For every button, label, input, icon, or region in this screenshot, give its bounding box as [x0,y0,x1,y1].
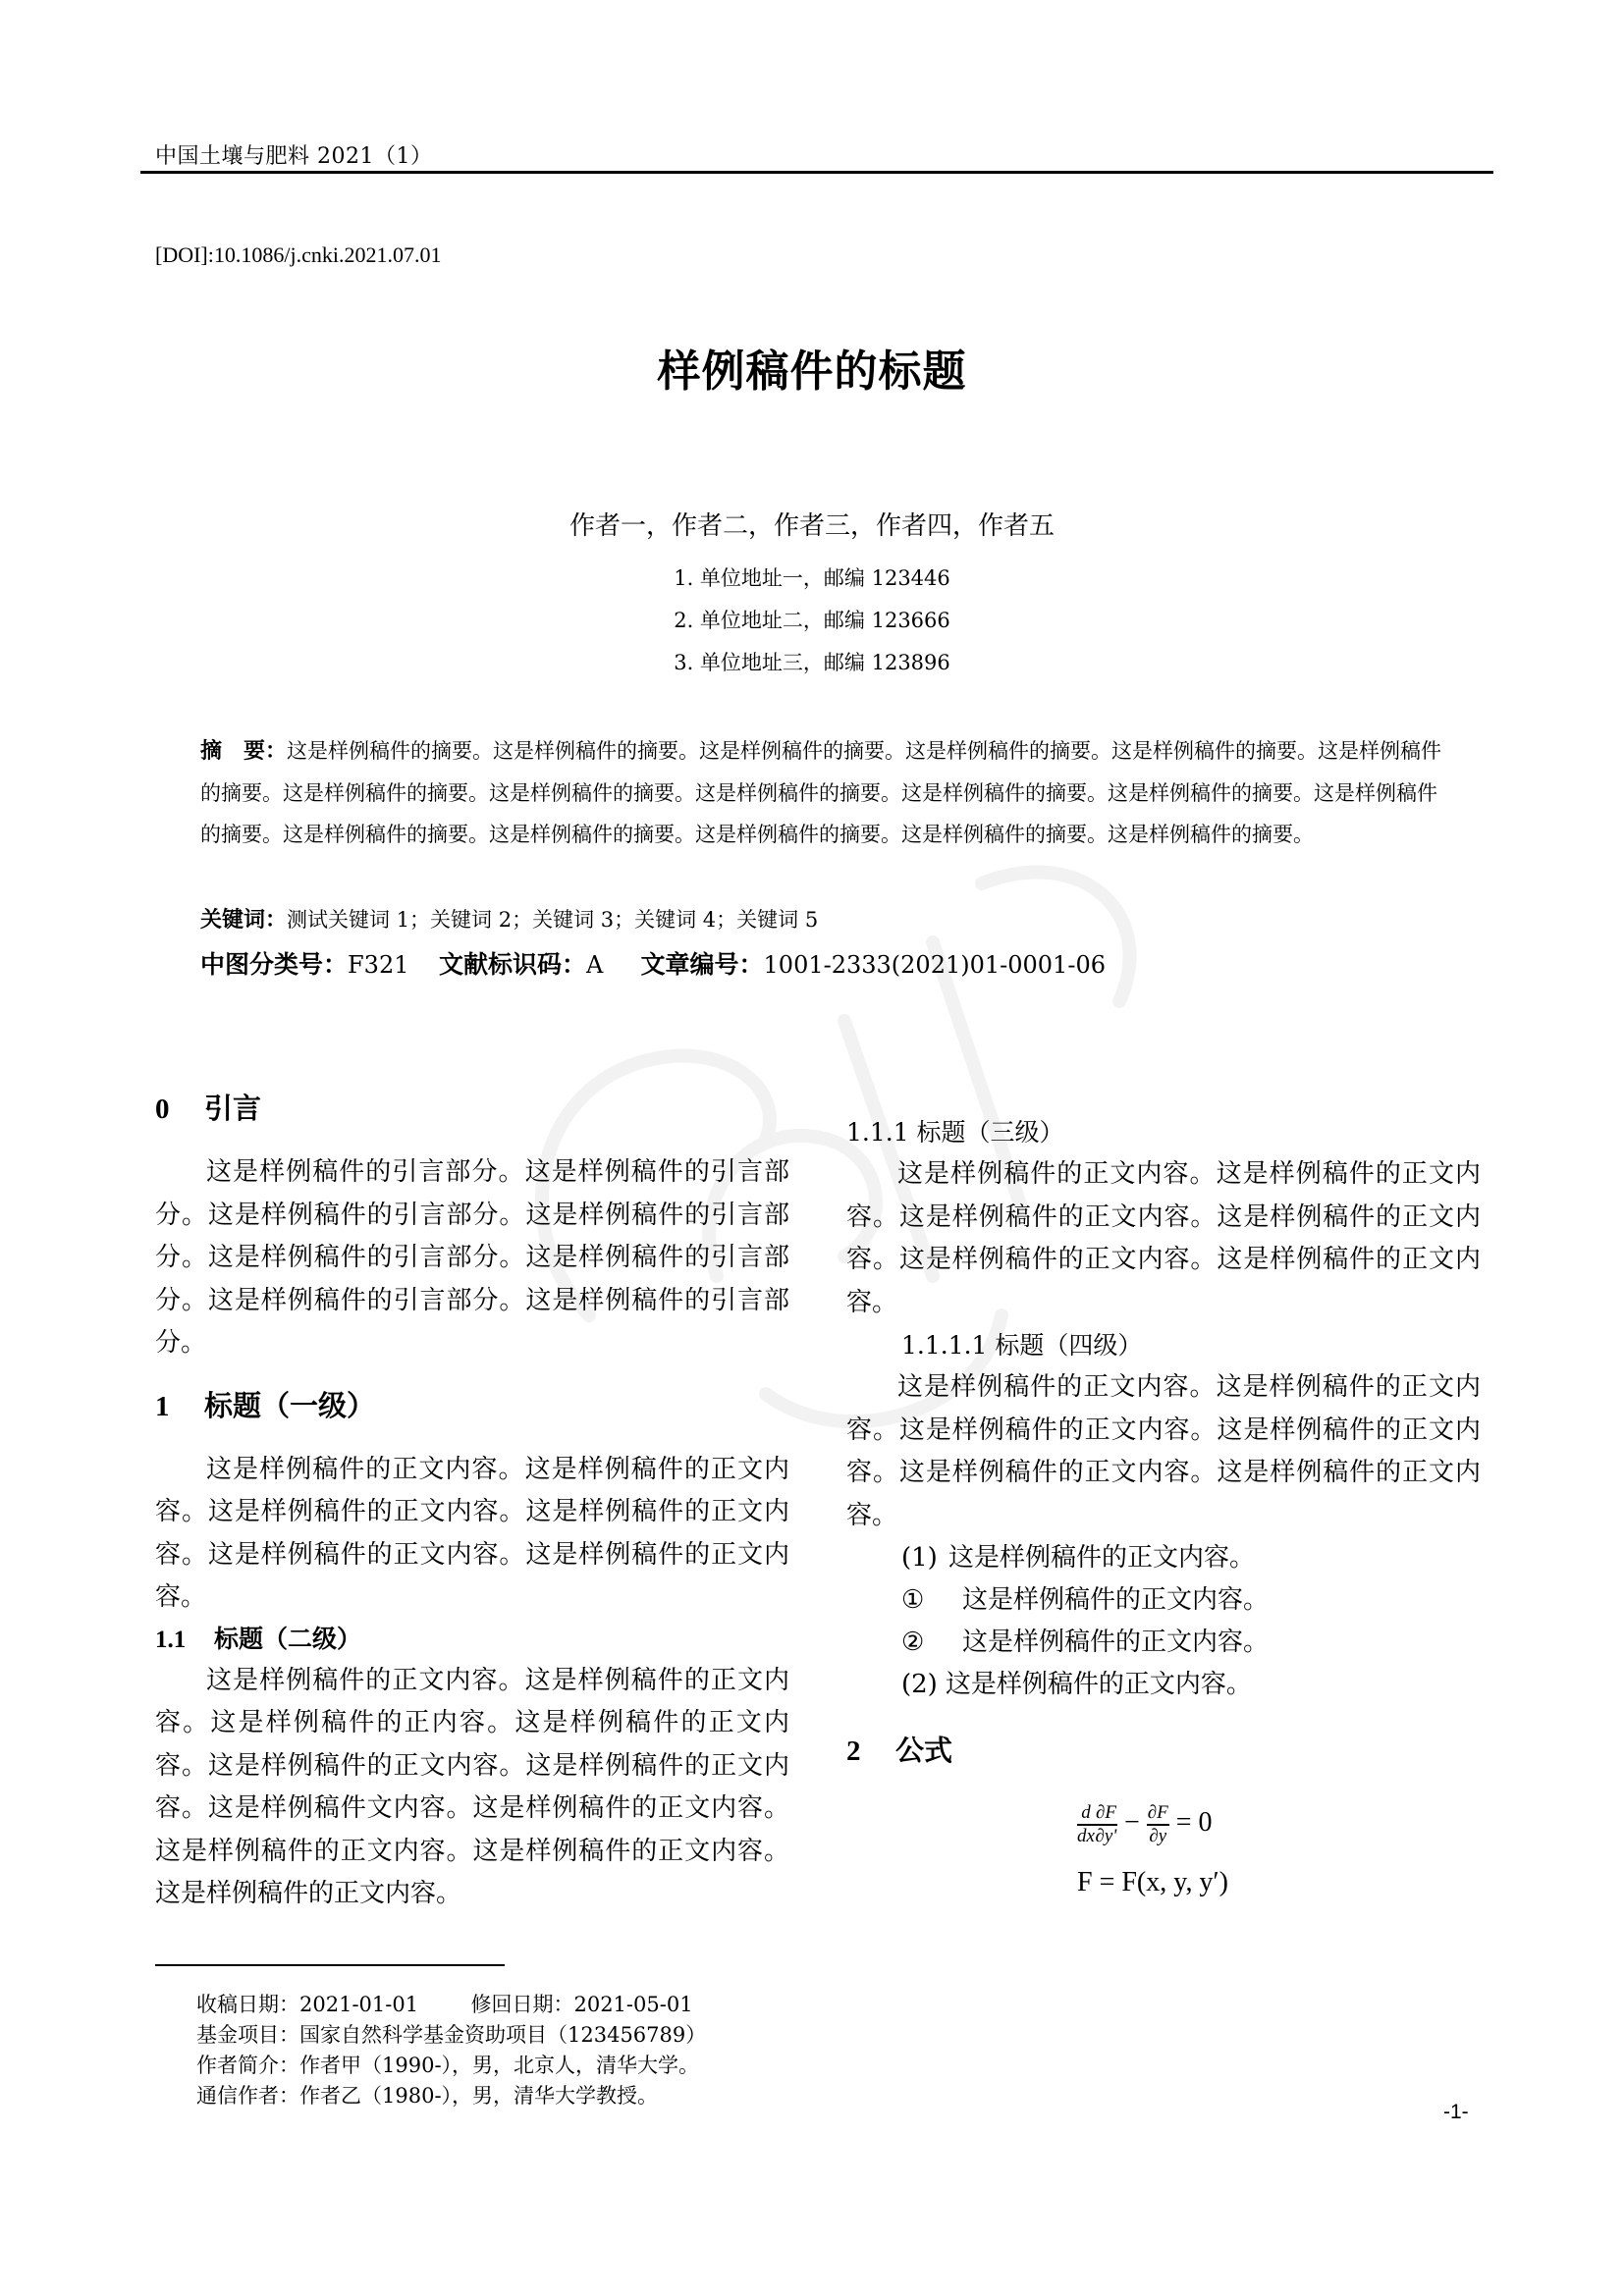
classification-line [200,945,1441,981]
list-item: (1) 这是样例稿件的正文内容。 [901,1543,1256,1573]
header-divider [140,171,1493,174]
journal-header: 中国土壤与肥料 2021（1） [155,144,433,169]
article-no-value: 1001-2333(2021)01-0001-06 [763,951,1106,979]
list-item: ① 这是样例稿件的正文内容。 [901,1585,1270,1615]
section-heading-1-1-1-1: 1.1.1.1 标题（四级） [901,1331,1143,1360]
section-heading-intro: 0 引言 [155,1092,262,1125]
left-column [155,1080,789,1916]
affiliation-1: 1. 单位地址一，邮编 123446 [674,566,950,590]
abstract [200,730,1441,855]
doc-code-label: 文献标识码： [439,950,587,979]
section-heading-1: 1 标题（一级） [155,1388,376,1422]
right-column-body [846,1111,1481,1903]
intro-paragraph: 这是样例稿件的引言部分。这是样例稿件的引言部分。这是样例稿件的引言部分。这是样例稿件的引言部分。这是样例稿件的引言部分。这是样例稿件的引言部分。这是样例稿件的引言部分。这是样例稿件的引言部分。 [155,1157,789,1358]
abstract-label: 摘 要： [200,739,288,764]
keywords [200,903,1441,934]
list-item: (2) 这是样例稿件的正文内容。 [901,1670,1252,1699]
paper-title: 样例稿件的标题 [657,347,967,397]
keywords-label: 关键词： [200,908,288,933]
page-number: -1- [1443,2101,1469,2123]
section-1-1-1-1-paragraph: 这是样例稿件的正文内容。这是样例稿件的正文内容。这是样例稿件的正文内容。这是样例稿件的正文内容。这是样例稿件的正文内容。这是样例稿件的正文内容。 [846,1372,1481,1530]
equals-zero: = 0 [1175,1807,1213,1838]
keywords-text: 测试关键词 1；关键词 2；关键词 3；关键词 4；关键词 5 [287,908,819,932]
section-heading-1-1-1: 1.1.1 标题（三级） [846,1118,1064,1147]
right-column-continued [846,1068,1481,1111]
doi: [DOI]:10.1086/j.cnki.2021.07.01 [155,242,442,267]
affiliation-3: 3. 单位地址三，邮编 123896 [674,651,950,674]
fraction: $\frac{d}{dx}$ [1077,1801,1095,1846]
footnote-dates: 收稿日期：2021-01-01 修回日期：2021-05-01 [196,1993,693,2016]
section-1-paragraph: 这是样例稿件的正文内容。这是样例稿件的正文内容。这是样例稿件的正文内容。这是样例稿件的正文内容。这是样例稿件的正文内容。这是样例稿件的正文内容。 [155,1454,789,1612]
footnote-author-bio: 作者简介：作者甲（1990-），男，北京人，清华大学。 [196,2054,700,2077]
doc-code-value: A [586,951,604,979]
section-1-1-1-paragraph: 这是样例稿件的正文内容。这是样例稿件的正文内容。这是样例稿件的正文内容。这是样例稿件的正文内容。这是样例稿件的正文内容。这是样例稿件的正文内容。 [846,1159,1481,1317]
function-definition: F = F(x, y, y′) [1077,1866,1228,1897]
footnote-fund: 基金项目：国家自然科学基金资助项目（123456789） [196,2023,707,2047]
fraction: $\frac{\partial F}{\partial y}$ [1147,1801,1168,1846]
affiliation-2: 2. 单位地址二，邮编 123666 [674,609,950,632]
fraction: $\frac{\partial F}{\partial y'}$ [1095,1801,1117,1846]
abstract-text: 这是样例稿件的摘要。这是样例稿件的摘要。这是样例稿件的摘要。这是样例稿件的摘要。这是样例稿件的摘要。这是样例稿件的摘要。这是样例稿件的摘要。这是样例稿件的摘要。这是样例稿件的摘要。这是样例稿件的摘要。这是样例稿件的摘要。这是样例稿件的摘要。这是样例稿件的摘要。这是样例稿件的摘要。这是样例稿件的摘要。这是样例稿件的摘要。这是样例稿件的摘要。 [200,739,1442,846]
footnote-divider [155,1964,505,1966]
list-item: ② 这是样例稿件的正文内容。 [901,1628,1270,1657]
article-no-label: 文章编号： [640,950,764,979]
clc-label: 中图分类号： [200,950,349,979]
clc-value: F321 [348,951,409,979]
euler-lagrange-equation [1077,1801,1481,1847]
footnote-corresponding: 通信作者：作者乙（1980-），男，清华大学教授。 [196,2084,659,2108]
author-list: 作者一，作者二，作者三，作者四，作者五 [568,511,1055,541]
minus-sign: − [1123,1807,1140,1838]
section-1-1-paragraph: 这是样例稿件的正文内容。这是样例稿件的正文内容。这是样例稿件的正内容。这是样例稿件的正文内容。这是样例稿件的正文内容。这是样例稿件的正文内容。这是样例稿件文内容。这是样例稿件的正文内容。这是样例稿件的正文内容。这是样例稿件的正文内容。这是样例稿件的正文内容。 [155,1665,789,1908]
section-heading-2: 2 公式 [846,1734,953,1767]
section-heading-1-1: 1.1 标题（二级） [155,1624,362,1653]
